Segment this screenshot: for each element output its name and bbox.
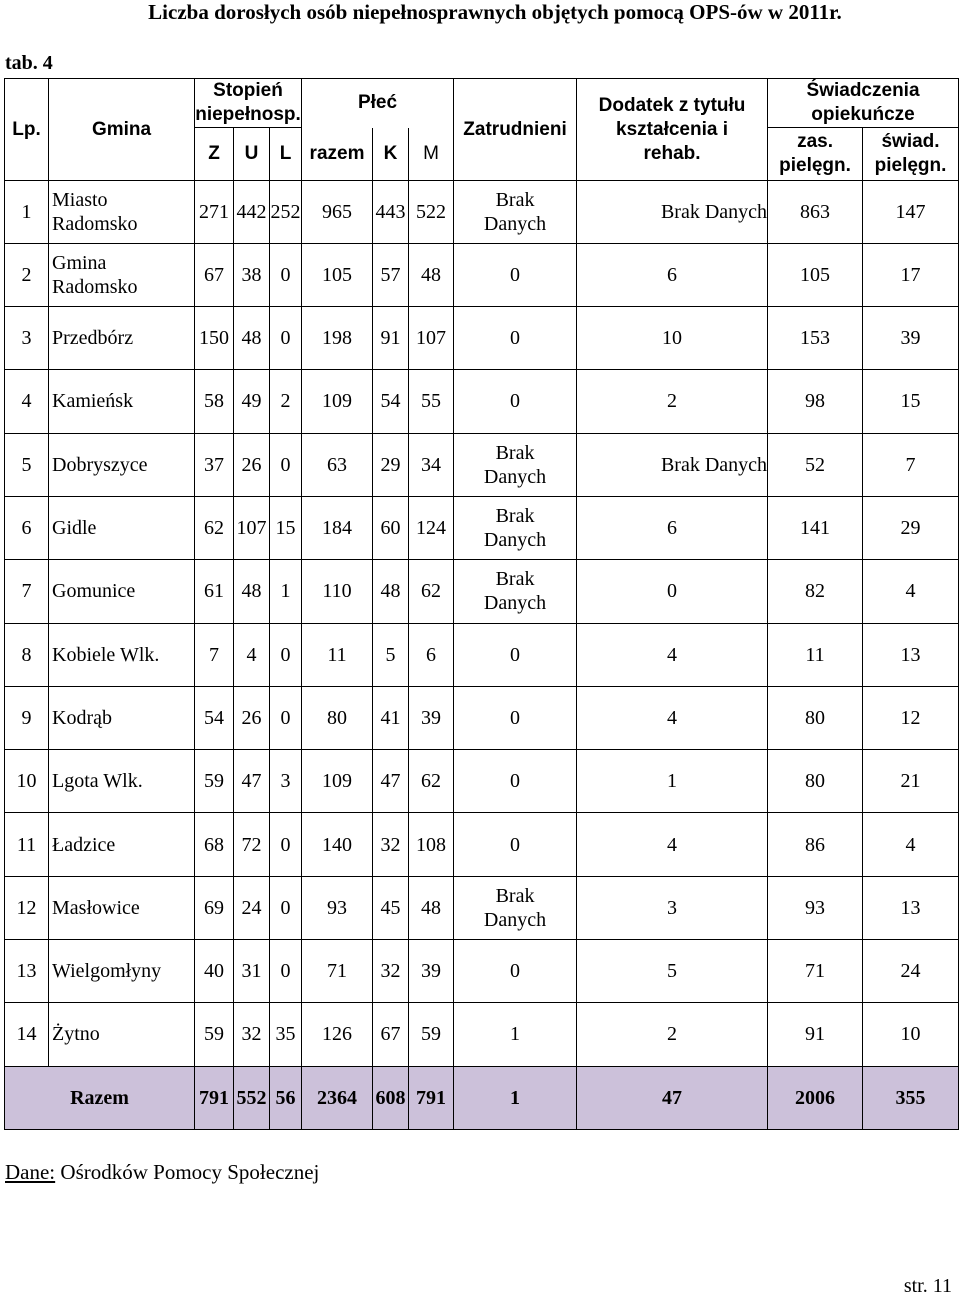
cell-m: 522 bbox=[409, 181, 454, 243]
cell-u: 107 bbox=[234, 496, 270, 559]
source-note bbox=[5, 1160, 319, 1185]
total-k: 608 bbox=[373, 1066, 409, 1129]
cell-gmina: Kobiele Wlk. bbox=[49, 623, 195, 686]
cell-zatrudnienie: Brak Danych bbox=[454, 181, 577, 243]
cell-lp: 11 bbox=[5, 813, 49, 876]
total-swiad: 355 bbox=[863, 1066, 959, 1129]
header-m: M bbox=[409, 128, 454, 181]
cell-gmina: Ładzice bbox=[49, 813, 195, 876]
cell-k: 48 bbox=[373, 560, 409, 623]
cell-u: 26 bbox=[234, 433, 270, 496]
cell-m: 62 bbox=[409, 560, 454, 623]
cell-dodatek: 4 bbox=[577, 623, 768, 686]
cell-zas: 141 bbox=[768, 496, 863, 559]
cell-z: 40 bbox=[195, 940, 234, 1003]
table-row bbox=[5, 623, 959, 686]
cell-l: 35 bbox=[270, 1003, 302, 1066]
cell-l: 2 bbox=[270, 370, 302, 433]
table-row bbox=[5, 370, 959, 433]
cell-razem: 109 bbox=[302, 370, 373, 433]
cell-zas: 71 bbox=[768, 940, 863, 1003]
cell-k: 67 bbox=[373, 1003, 409, 1066]
header-swiad-pielegn: świad. pielęgn. bbox=[863, 128, 959, 181]
cell-z: 68 bbox=[195, 813, 234, 876]
cell-m: 59 bbox=[409, 1003, 454, 1066]
cell-lp: 9 bbox=[5, 686, 49, 749]
cell-lp: 7 bbox=[5, 560, 49, 623]
cell-dodatek: 2 bbox=[577, 1003, 768, 1066]
cell-razem: 965 bbox=[302, 181, 373, 243]
total-dodatek: 47 bbox=[577, 1066, 768, 1129]
header-l: L bbox=[270, 128, 302, 181]
cell-gmina: Miasto Radomsko bbox=[49, 181, 195, 243]
cell-l: 252 bbox=[270, 181, 302, 243]
cell-lp: 10 bbox=[5, 750, 49, 813]
cell-zatrudnienie: Brak Danych bbox=[454, 560, 577, 623]
cell-razem: 105 bbox=[302, 243, 373, 306]
cell-gmina: Gidle bbox=[49, 496, 195, 559]
cell-razem: 126 bbox=[302, 1003, 373, 1066]
cell-lp: 5 bbox=[5, 433, 49, 496]
cell-m: 6 bbox=[409, 623, 454, 686]
total-zas: 2006 bbox=[768, 1066, 863, 1129]
header-row-1 bbox=[5, 79, 959, 128]
source-label: Dane: bbox=[5, 1160, 56, 1184]
total-u: 552 bbox=[234, 1066, 270, 1129]
cell-z: 37 bbox=[195, 433, 234, 496]
cell-gmina: Kodrąb bbox=[49, 686, 195, 749]
cell-m: 55 bbox=[409, 370, 454, 433]
cell-m: 107 bbox=[409, 307, 454, 370]
cell-k: 32 bbox=[373, 813, 409, 876]
cell-swiad: 4 bbox=[863, 560, 959, 623]
cell-u: 49 bbox=[234, 370, 270, 433]
cell-l: 0 bbox=[270, 433, 302, 496]
cell-swiad: 10 bbox=[863, 1003, 959, 1066]
cell-dodatek: 6 bbox=[577, 243, 768, 306]
cell-zatrudnienie: 0 bbox=[454, 623, 577, 686]
cell-dodatek: 2 bbox=[577, 370, 768, 433]
cell-dodatek: 4 bbox=[577, 686, 768, 749]
cell-lp: 1 bbox=[5, 181, 49, 243]
cell-dodatek: 10 bbox=[577, 307, 768, 370]
cell-z: 69 bbox=[195, 876, 234, 939]
cell-zas: 863 bbox=[768, 181, 863, 243]
header-zas-pielegn: zas. pielęgn. bbox=[768, 128, 863, 181]
cell-gmina: Masłowice bbox=[49, 876, 195, 939]
cell-l: 0 bbox=[270, 876, 302, 939]
cell-lp: 4 bbox=[5, 370, 49, 433]
cell-razem: 109 bbox=[302, 750, 373, 813]
cell-zas: 82 bbox=[768, 560, 863, 623]
table-row bbox=[5, 496, 959, 559]
cell-swiad: 12 bbox=[863, 686, 959, 749]
cell-zatrudnienie: 0 bbox=[454, 243, 577, 306]
cell-dodatek: 5 bbox=[577, 940, 768, 1003]
cell-u: 32 bbox=[234, 1003, 270, 1066]
header-k: K bbox=[373, 128, 409, 181]
table-row bbox=[5, 307, 959, 370]
cell-lp: 8 bbox=[5, 623, 49, 686]
table-row bbox=[5, 750, 959, 813]
cell-lp: 2 bbox=[5, 243, 49, 306]
cell-u: 31 bbox=[234, 940, 270, 1003]
cell-swiad: 17 bbox=[863, 243, 959, 306]
cell-m: 39 bbox=[409, 940, 454, 1003]
cell-u: 48 bbox=[234, 560, 270, 623]
cell-swiad: 13 bbox=[863, 876, 959, 939]
header-u: U bbox=[234, 128, 270, 181]
cell-gmina: Gomunice bbox=[49, 560, 195, 623]
table-row bbox=[5, 1003, 959, 1066]
cell-u: 47 bbox=[234, 750, 270, 813]
cell-swiad: 24 bbox=[863, 940, 959, 1003]
cell-razem: 184 bbox=[302, 496, 373, 559]
cell-m: 124 bbox=[409, 496, 454, 559]
cell-razem: 63 bbox=[302, 433, 373, 496]
cell-zas: 80 bbox=[768, 686, 863, 749]
cell-zatrudnienie: Brak Danych bbox=[454, 433, 577, 496]
cell-lp: 14 bbox=[5, 1003, 49, 1066]
cell-k: 5 bbox=[373, 623, 409, 686]
cell-zas: 105 bbox=[768, 243, 863, 306]
cell-lp: 13 bbox=[5, 940, 49, 1003]
cell-u: 48 bbox=[234, 307, 270, 370]
cell-zatrudnienie: Brak Danych bbox=[454, 496, 577, 559]
disability-table bbox=[4, 78, 959, 1130]
cell-zatrudnienie: 0 bbox=[454, 686, 577, 749]
cell-lp: 12 bbox=[5, 876, 49, 939]
cell-zas: 93 bbox=[768, 876, 863, 939]
cell-swiad: 4 bbox=[863, 813, 959, 876]
cell-z: 67 bbox=[195, 243, 234, 306]
cell-l: 0 bbox=[270, 686, 302, 749]
cell-m: 48 bbox=[409, 876, 454, 939]
cell-dodatek: 4 bbox=[577, 813, 768, 876]
cell-zatrudnienie: 0 bbox=[454, 750, 577, 813]
cell-swiad: 13 bbox=[863, 623, 959, 686]
cell-k: 32 bbox=[373, 940, 409, 1003]
cell-u: 24 bbox=[234, 876, 270, 939]
cell-swiad: 21 bbox=[863, 750, 959, 813]
cell-k: 91 bbox=[373, 307, 409, 370]
cell-l: 1 bbox=[270, 560, 302, 623]
header-dodatek: Dodatek z tytułu kształcenia i rehab. bbox=[577, 79, 768, 181]
cell-zatrudnienie: 0 bbox=[454, 940, 577, 1003]
cell-razem: 93 bbox=[302, 876, 373, 939]
cell-zas: 86 bbox=[768, 813, 863, 876]
cell-u: 442 bbox=[234, 181, 270, 243]
cell-dodatek: 1 bbox=[577, 750, 768, 813]
cell-l: 0 bbox=[270, 813, 302, 876]
cell-dodatek: Brak Danych bbox=[577, 433, 768, 496]
cell-zatrudnienie: Brak Danych bbox=[454, 876, 577, 939]
cell-razem: 110 bbox=[302, 560, 373, 623]
cell-razem: 140 bbox=[302, 813, 373, 876]
cell-k: 57 bbox=[373, 243, 409, 306]
total-row bbox=[5, 1066, 959, 1129]
page-number: str. 11 bbox=[903, 1275, 952, 1297]
cell-l: 0 bbox=[270, 623, 302, 686]
table-row bbox=[5, 433, 959, 496]
total-label: Razem bbox=[5, 1066, 195, 1129]
cell-u: 38 bbox=[234, 243, 270, 306]
cell-swiad: 29 bbox=[863, 496, 959, 559]
cell-dodatek: Brak Danych bbox=[577, 181, 768, 243]
header-swiadczenia: Świadczenia opiekuńcze bbox=[768, 79, 959, 128]
cell-zas: 98 bbox=[768, 370, 863, 433]
cell-zatrudnienie: 0 bbox=[454, 307, 577, 370]
cell-l: 0 bbox=[270, 243, 302, 306]
total-razem: 2364 bbox=[302, 1066, 373, 1129]
cell-zatrudnienie: 1 bbox=[454, 1003, 577, 1066]
cell-l: 15 bbox=[270, 496, 302, 559]
table-row bbox=[5, 243, 959, 306]
total-l: 56 bbox=[270, 1066, 302, 1129]
cell-gmina: Kamieńsk bbox=[49, 370, 195, 433]
cell-z: 62 bbox=[195, 496, 234, 559]
cell-zatrudnienie: 0 bbox=[454, 813, 577, 876]
cell-m: 48 bbox=[409, 243, 454, 306]
cell-swiad: 147 bbox=[863, 181, 959, 243]
cell-gmina: Wielgomłyny bbox=[49, 940, 195, 1003]
cell-razem: 198 bbox=[302, 307, 373, 370]
cell-z: 7 bbox=[195, 623, 234, 686]
cell-razem: 71 bbox=[302, 940, 373, 1003]
cell-z: 59 bbox=[195, 750, 234, 813]
cell-z: 271 bbox=[195, 181, 234, 243]
header-plec: Płeć bbox=[302, 79, 454, 128]
cell-m: 108 bbox=[409, 813, 454, 876]
cell-gmina: Żytno bbox=[49, 1003, 195, 1066]
cell-k: 29 bbox=[373, 433, 409, 496]
cell-k: 45 bbox=[373, 876, 409, 939]
cell-l: 0 bbox=[270, 307, 302, 370]
cell-lp: 6 bbox=[5, 496, 49, 559]
total-z: 791 bbox=[195, 1066, 234, 1129]
cell-k: 54 bbox=[373, 370, 409, 433]
cell-razem: 11 bbox=[302, 623, 373, 686]
source-text: Ośrodków Pomocy Społecznej bbox=[55, 1160, 320, 1184]
cell-zas: 153 bbox=[768, 307, 863, 370]
cell-z: 61 bbox=[195, 560, 234, 623]
header-gmina: Gmina bbox=[49, 79, 195, 181]
table-row bbox=[5, 876, 959, 939]
cell-z: 58 bbox=[195, 370, 234, 433]
cell-swiad: 15 bbox=[863, 370, 959, 433]
header-z: Z bbox=[195, 128, 234, 181]
cell-k: 60 bbox=[373, 496, 409, 559]
cell-u: 26 bbox=[234, 686, 270, 749]
header-lp: Lp. bbox=[5, 79, 49, 181]
table-row bbox=[5, 940, 959, 1003]
cell-zas: 91 bbox=[768, 1003, 863, 1066]
cell-zas: 11 bbox=[768, 623, 863, 686]
table-row bbox=[5, 181, 959, 243]
table-label: tab. 4 bbox=[5, 52, 53, 74]
cell-m: 62 bbox=[409, 750, 454, 813]
cell-m: 39 bbox=[409, 686, 454, 749]
cell-m: 34 bbox=[409, 433, 454, 496]
cell-u: 4 bbox=[234, 623, 270, 686]
page-title: Liczba dorosłych osób niepełnosprawnych objętych pomocą OPS-ów w 2011r. bbox=[148, 0, 842, 24]
cell-dodatek: 6 bbox=[577, 496, 768, 559]
cell-z: 150 bbox=[195, 307, 234, 370]
cell-swiad: 39 bbox=[863, 307, 959, 370]
cell-gmina: Dobryszyce bbox=[49, 433, 195, 496]
cell-zatrudnienie: 0 bbox=[454, 370, 577, 433]
cell-z: 54 bbox=[195, 686, 234, 749]
cell-zas: 52 bbox=[768, 433, 863, 496]
cell-l: 0 bbox=[270, 940, 302, 1003]
cell-l: 3 bbox=[270, 750, 302, 813]
header-stopien: Stopień niepełnosp. bbox=[195, 79, 302, 128]
cell-swiad: 7 bbox=[863, 433, 959, 496]
cell-k: 47 bbox=[373, 750, 409, 813]
cell-zas: 80 bbox=[768, 750, 863, 813]
cell-dodatek: 0 bbox=[577, 560, 768, 623]
total-zatrudnienie: 1 bbox=[454, 1066, 577, 1129]
cell-gmina: Gmina Radomsko bbox=[49, 243, 195, 306]
cell-u: 72 bbox=[234, 813, 270, 876]
table-row bbox=[5, 560, 959, 623]
header-zatrudnienie: Zatrudnieni bbox=[454, 79, 577, 181]
table-row bbox=[5, 686, 959, 749]
cell-k: 443 bbox=[373, 181, 409, 243]
cell-lp: 3 bbox=[5, 307, 49, 370]
cell-razem: 80 bbox=[302, 686, 373, 749]
cell-z: 59 bbox=[195, 1003, 234, 1066]
cell-gmina: Lgota Wlk. bbox=[49, 750, 195, 813]
cell-dodatek: 3 bbox=[577, 876, 768, 939]
cell-k: 41 bbox=[373, 686, 409, 749]
cell-gmina: Przedbórz bbox=[49, 307, 195, 370]
total-m: 791 bbox=[409, 1066, 454, 1129]
table-row bbox=[5, 813, 959, 876]
header-razem: razem bbox=[302, 128, 373, 181]
